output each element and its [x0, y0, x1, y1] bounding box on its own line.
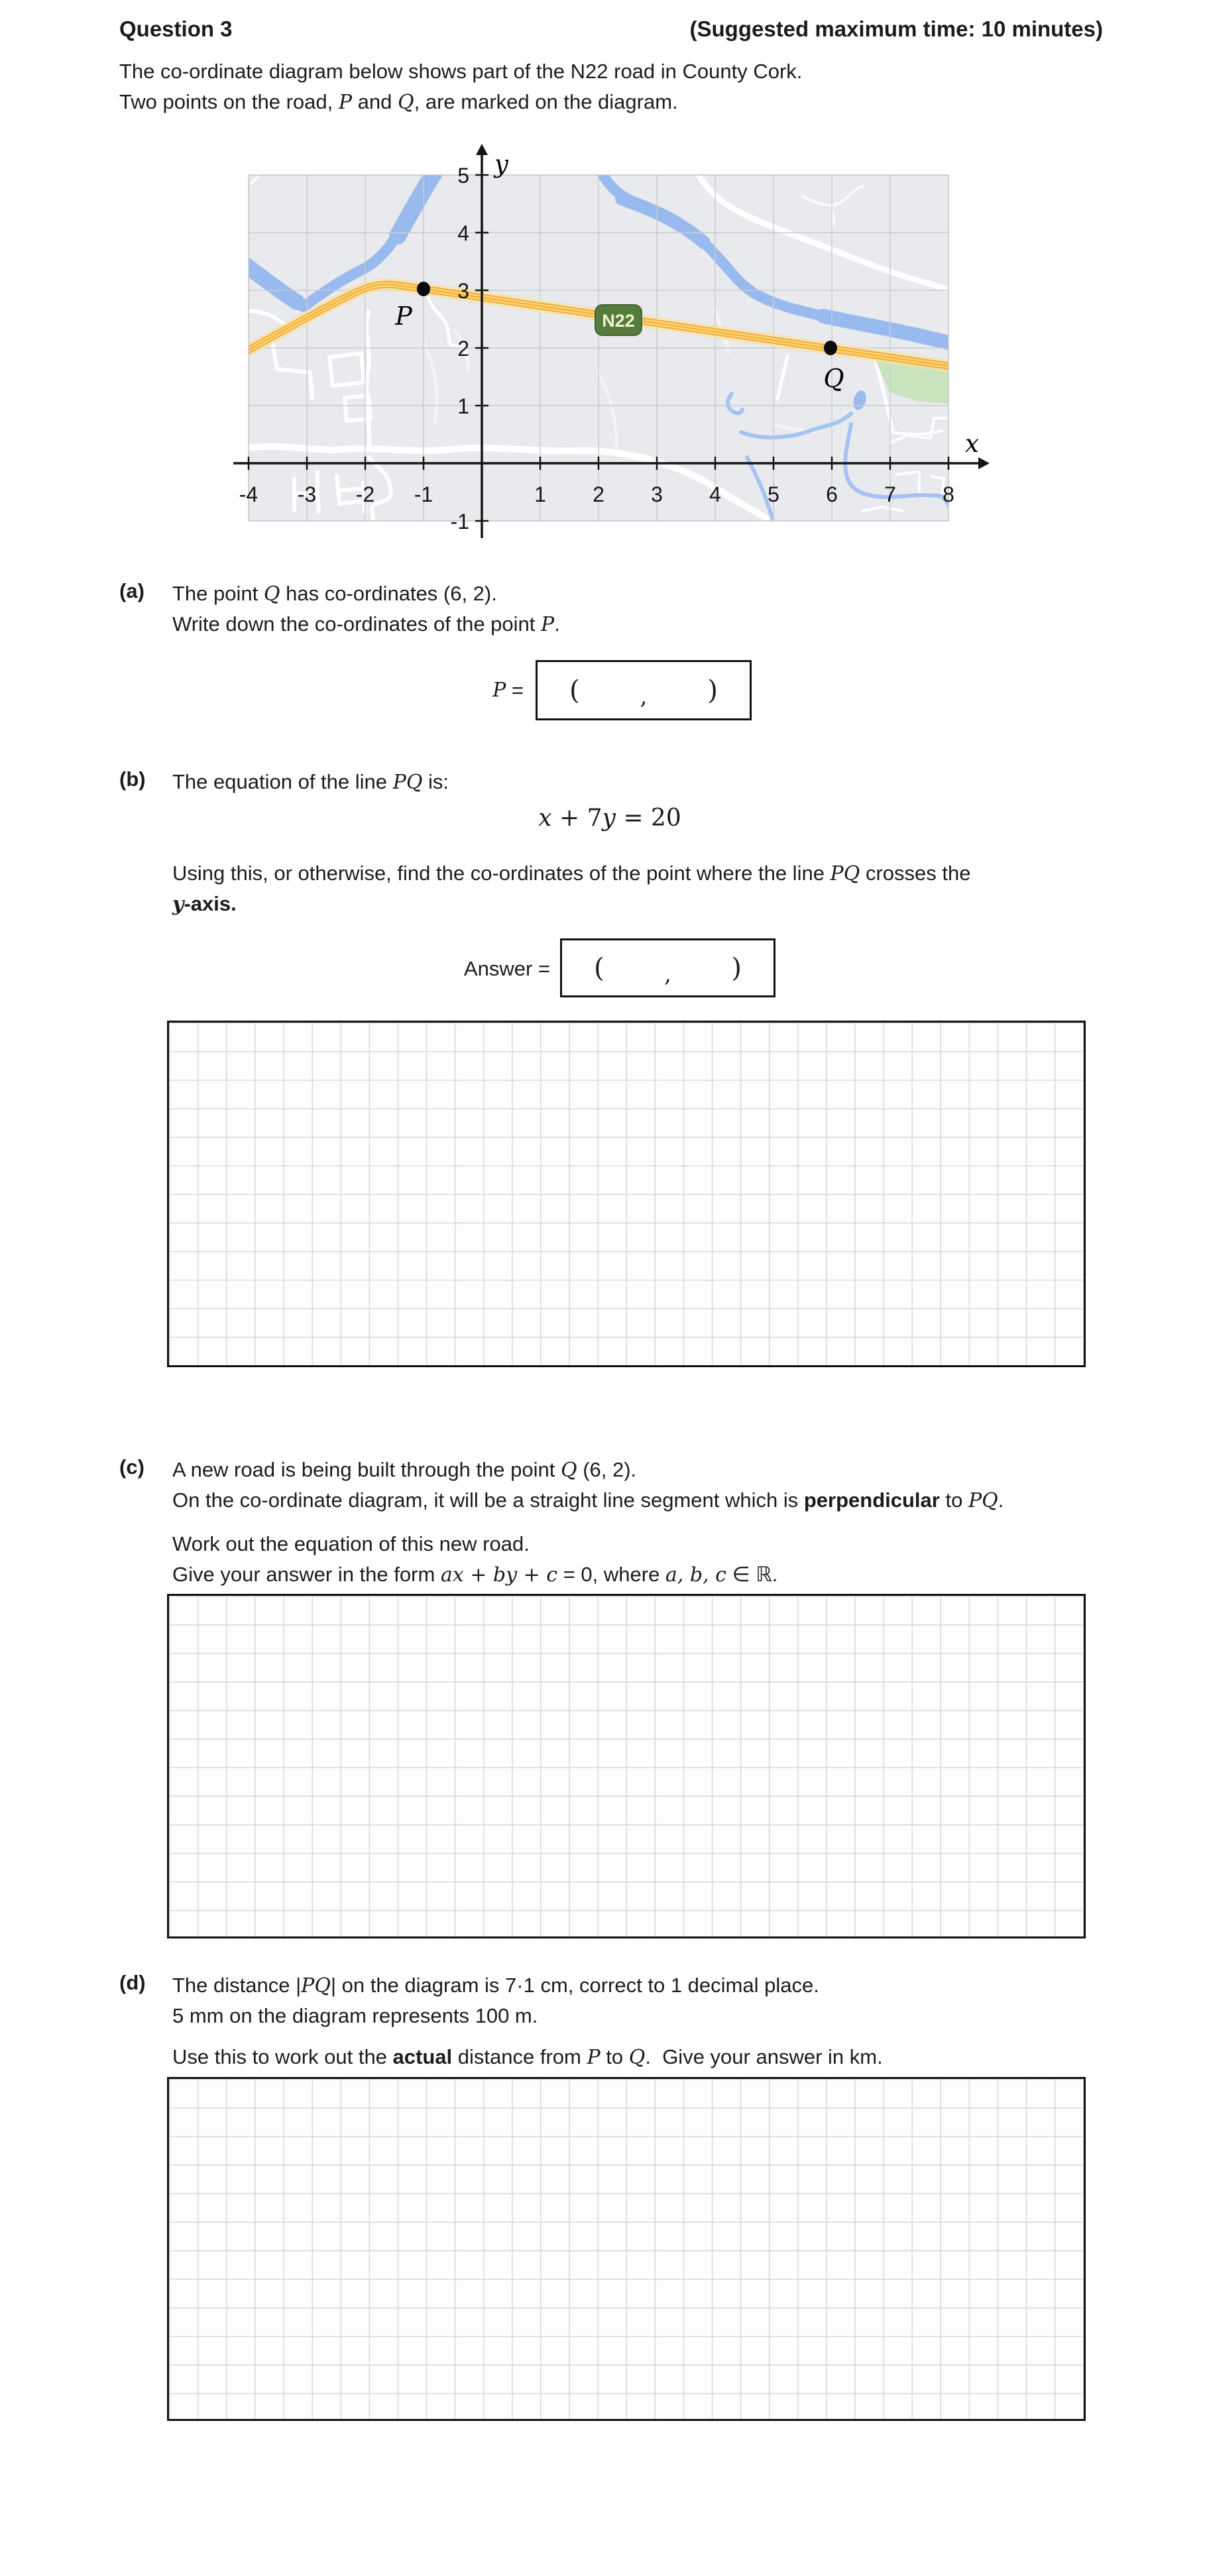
x-tick-label: 3 [651, 482, 663, 506]
part-c-line-2: On the co-ordinate diagram, it will be a straight line segment which is perpendicular to PQ. [172, 1488, 1004, 1512]
point-p-dot [417, 282, 430, 296]
x-tick-label: -1 [414, 482, 433, 506]
x-tick-label: 7 [884, 482, 896, 506]
x-tick-label: 1 [534, 482, 546, 506]
question-title: Question 3 [119, 17, 233, 41]
n22-badge-label: N22 [602, 311, 635, 331]
y-tick-label: 1 [457, 394, 469, 418]
x-tick-label: -2 [355, 482, 375, 506]
y-tick-label: -1 [450, 510, 469, 533]
part-b-line-3: y-axis. [172, 892, 237, 916]
comma: , [664, 960, 671, 987]
x-tick-label: -4 [239, 482, 258, 506]
part-a-label: (a) [119, 579, 144, 602]
point-p-label: P [395, 302, 412, 331]
part-d-line-2: 5 mm on the diagram represents 100 m. [172, 2004, 538, 2027]
x-tick-label: -3 [297, 482, 317, 506]
point-q-label: Q [823, 364, 844, 393]
n22-badge [595, 305, 642, 335]
x-axis-letter: x [965, 429, 979, 458]
y-tick-label: 5 [457, 164, 469, 188]
work-grid-2[interactable] [167, 1594, 1086, 1938]
part-b-label: (b) [119, 767, 146, 791]
paren-open: ( [569, 675, 580, 706]
x-axis-arrow-icon [978, 457, 990, 469]
part-a-answer-prefix: P = [492, 678, 524, 702]
x-tick-label: 4 [709, 482, 721, 506]
work-grid-3[interactable] [167, 2077, 1086, 2421]
point-q-dot [824, 341, 837, 355]
part-b-line-1: The equation of the line PQ is: [172, 770, 449, 794]
part-b-answer-box[interactable] [560, 938, 775, 997]
x-tick-label: 2 [593, 482, 604, 506]
x-tick-label: 8 [943, 482, 954, 506]
x-tick-label: 5 [768, 482, 779, 506]
y-tick-label: 4 [457, 221, 469, 245]
part-a-line-2: Write down the co-ordinates of the point P. [172, 612, 560, 636]
time-note: (Suggested maximum time: 10 minutes) [689, 17, 1103, 41]
y-tick-label: 2 [457, 337, 469, 361]
part-d-line-3: Use this to work out the actual distance from P to Q. Give your answer in km. [172, 2045, 883, 2069]
y-tick-label: 3 [457, 279, 469, 303]
part-c-label: (c) [119, 1455, 144, 1479]
part-c-line-4: Give your answer in the form ax + by + c = 0, where a, b, c ∈ ℝ. [172, 1563, 778, 1587]
part-c-line-1: A new road is being built through the point Q (6, 2). [172, 1458, 637, 1482]
paren-close: ) [731, 952, 742, 983]
coordinate-map-diagram [0, 0, 1205, 583]
part-b-answer-prefix: Answer = [463, 956, 550, 980]
part-c-line-3: Work out the equation of this new road. [172, 1532, 530, 1555]
part-b-equation: x + 7y = 20 [538, 805, 681, 832]
part-a-line-1: The point Q has co-ordinates (6, 2). [172, 582, 497, 606]
part-a-answer-box[interactable] [536, 660, 752, 720]
paren-open: ( [594, 952, 604, 983]
intro-line-1: The co-ordinate diagram below shows part of the N22 road in County Cork. [119, 60, 803, 83]
y-axis-letter: y [494, 150, 508, 178]
x-tick-label: 6 [826, 482, 838, 506]
y-axis-arrow-icon [476, 144, 488, 155]
part-b-line-2: Using this, or otherwise, find the co-ordinates of the point where the line PQ crosses the [172, 862, 971, 885]
part-d-line-1: The distance |PQ| on the diagram is 7·1 cm, correct to 1 decimal place. [172, 1974, 819, 1997]
comma: , [640, 683, 648, 710]
paren-close: ) [707, 675, 718, 706]
work-grid-1[interactable] [167, 1021, 1086, 1367]
intro-line-2: Two points on the road, P and Q, are marked on the diagram. [119, 90, 678, 114]
part-d-label: (d) [119, 1971, 146, 1994]
